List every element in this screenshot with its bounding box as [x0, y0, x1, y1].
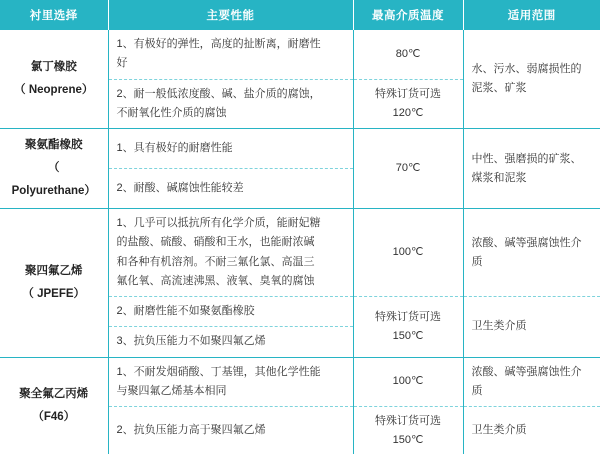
cell-max-temperature: 特殊订货可选 150℃: [353, 297, 463, 358]
cell-performance: 2、耐酸、碱腐蚀性能较差: [108, 169, 353, 209]
table-header: [0, 0, 600, 30]
cell-performance: 2、耐磨性能不如聚氨酯橡胶: [108, 297, 353, 327]
header-performance: 主要性能: [108, 0, 353, 30]
cell-application-scope: 中性、强磨损的矿浆、 煤浆和泥浆: [463, 129, 600, 209]
cell-application-scope: 浓酸、碱等强腐蚀性介 质: [463, 357, 600, 407]
table-row: [0, 129, 600, 169]
cell-application-scope: 卫生类介质: [463, 297, 600, 358]
cell-performance: 1、不耐发烟硝酸、丁基锂，其他化学性能 与聚四氟乙烯基本相同: [108, 357, 353, 407]
header-lining: 衬里选择: [0, 0, 108, 30]
cell-max-temperature: 70℃: [353, 129, 463, 209]
table-body: [0, 30, 600, 454]
cell-performance: 2、耐一般低浓度酸、碱、盐介质的腐蚀， 不耐氧化性介质的腐蚀: [108, 79, 353, 129]
cell-application-scope: 卫生类介质: [463, 407, 600, 454]
cell-lining-material: 氯丁橡胶 （ Neoprene）: [0, 30, 108, 129]
cell-performance: 1、几乎可以抵抗所有化学介质，能耐妃糖 的盐酸、硫酸、硝酸和王水，也能耐浓碱 和各种有机溶剂。不耐三氟化氯、高温三 氟化氧、高流速沸黑、液氧、臭氧的腐蚀: [108, 209, 353, 297]
cell-max-temperature: 特殊订货可选 150℃: [353, 407, 463, 454]
cell-lining-material: 聚全氟乙丙烯 （F46）: [0, 357, 108, 454]
cell-max-temperature: 80℃: [353, 30, 463, 79]
cell-performance: 1、具有极好的耐磨性能: [108, 129, 353, 169]
cell-application-scope: 水、污水、弱腐损性的 泥浆、矿浆: [463, 30, 600, 129]
header-application-scope: 适用范围: [463, 0, 600, 30]
header-row: [0, 0, 600, 30]
cell-max-temperature: 特殊订货可选 120℃: [353, 79, 463, 129]
table-row: [0, 357, 600, 407]
cell-lining-material: 聚四氟乙烯 （ JPEFE）: [0, 209, 108, 358]
table-row: [0, 209, 600, 297]
table-row: [0, 30, 600, 79]
cell-max-temperature: 100℃: [353, 209, 463, 297]
cell-performance: 3、抗负压能力不如聚四氟乙烯: [108, 327, 353, 357]
header-max-temperature: 最高介质温度: [353, 0, 463, 30]
cell-max-temperature: 100℃: [353, 357, 463, 407]
cell-performance: 1、有极好的弹性，高度的扯断离，耐磨性 好: [108, 30, 353, 79]
cell-lining-material: 聚氨酯橡胶 （ Polyurethane）: [0, 129, 108, 209]
cell-performance: 2、抗负压能力高于聚四氟乙烯: [108, 407, 353, 454]
cell-application-scope: 浓酸、碱等强腐蚀性介 质: [463, 209, 600, 297]
